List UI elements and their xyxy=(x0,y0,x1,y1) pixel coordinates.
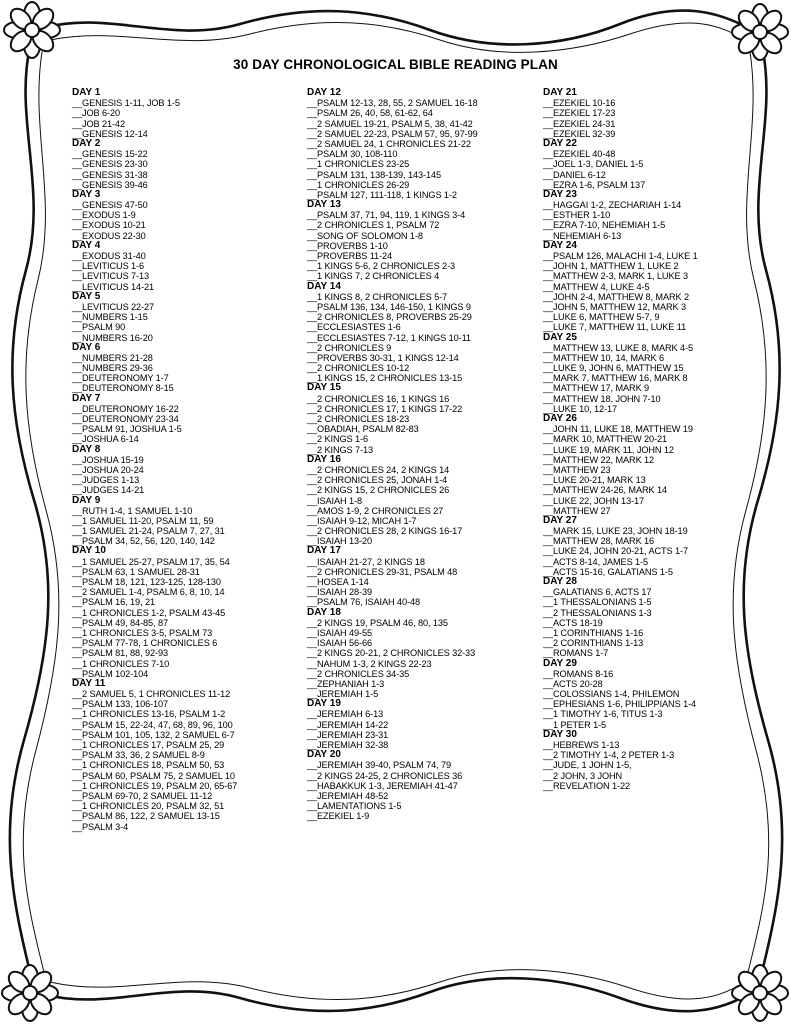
day-heading: DAY 30 xyxy=(543,728,577,740)
flower-top-left xyxy=(4,2,60,58)
reading-item: __2 KINGS 15, 2 CHRONICLES 26 xyxy=(307,485,450,496)
reading-item: __JOHN 5, MATTHEW 12, MARK 3 xyxy=(543,301,687,312)
reading-item: __EZEKIEL 10-16 xyxy=(543,98,616,109)
reading-item: __DANIEL 6-12 xyxy=(543,169,606,180)
reading-item: __EZRA 1-6, PSALM 137 xyxy=(543,179,646,190)
reading-item: __LUKE 22, JOHN 13-17 xyxy=(543,495,645,506)
reading-item: __LEVITICUS 22-27 xyxy=(72,301,155,312)
reading-item: __MARK 15, LUKE 23, JOHN 18-19 xyxy=(543,526,688,537)
reading-item: __2 SAMUEL 24, 1 CHRONICLES 21-22 xyxy=(307,138,471,149)
reading-item: __GALATIANS 6, ACTS 17 xyxy=(543,587,652,598)
reading-item: __DEUTERONOMY 1-7 xyxy=(72,373,169,384)
reading-item: __ISAIAH 56-66 xyxy=(307,638,372,649)
day-heading: DAY 7 xyxy=(72,392,101,404)
reading-item: __JEREMIAH 39-40, PSALM 74, 79 xyxy=(307,760,452,771)
reading-item: __LEVITICUS 14-21 xyxy=(72,281,155,292)
day-heading: DAY 28 xyxy=(543,576,577,587)
reading-item: __NUMBERS 16-20 xyxy=(72,332,153,343)
reading-item: __EZRA 7-10, NEHEMIAH 1-5 xyxy=(543,220,666,231)
reading-item: __ACTS 15-16, GALATIANS 1-5 xyxy=(543,566,673,577)
reading-item: __ROMANS 8-16 xyxy=(543,668,614,679)
reading-item: __LEVITICUS 1-6 xyxy=(72,261,145,272)
reading-item: __1 CHRONICLES 18, PSALM 50, 53 xyxy=(72,760,225,771)
reading-item: __DEUTERONOMY 23-34 xyxy=(72,414,179,424)
reading-item: __PSALM 102-104 xyxy=(72,668,149,679)
reading-item: __NUMBERS 1-15 xyxy=(72,312,148,323)
reading-item: __MATTHEW 17, MARK 9 xyxy=(543,383,650,394)
reading-item: __1 CHRONICLES 1-2, PSALM 43-45 xyxy=(72,607,226,618)
reading-item: __2 KINGS 1-6 xyxy=(307,434,369,445)
reading-item: __1 CHRONICLES 7-10 xyxy=(72,658,170,669)
reading-item: __2 CHRONICLES 28, 2 KINGS 16-17 xyxy=(307,526,463,537)
reading-item: __GENESIS 12-14 xyxy=(72,128,148,139)
reading-item: __EXODUS 10-21 xyxy=(72,220,146,231)
reading-item: __2 CHRONICLES 16, 1 KINGS 16 xyxy=(307,393,450,404)
reading-item: __2 SAMUEL 22-23, PSALM 57, 95, 97-99 xyxy=(307,128,478,139)
reading-item: __1 CORINTHIANS 1-16 xyxy=(543,627,644,638)
reading-item: __2 CHRONICLES 25, JONAH 1-4 xyxy=(307,475,448,486)
reading-item: __JEREMIAH 23-31 xyxy=(307,729,389,740)
reading-item: __JOSHUA 20-24 xyxy=(72,464,144,475)
day-heading: DAY 25 xyxy=(543,331,577,343)
reading-item: __LEVITICUS 7-13 xyxy=(72,271,150,282)
reading-item: __MATTHEW 24-26, MARK 14 xyxy=(543,485,668,496)
day-heading: DAY 13 xyxy=(307,199,341,211)
reading-item: __LUKE 7, MATTHEW 11, LUKE 11 xyxy=(543,322,687,333)
reading-item: __PSALM 90 xyxy=(72,322,126,333)
reading-item: __JEREMIAH 14-22 xyxy=(307,719,389,730)
reading-item: __GENESIS 39-46 xyxy=(72,179,148,190)
reading-item: __2 CHRONICLES 17, 1 KINGS 17-22 xyxy=(307,403,463,414)
reading-item: __1 KINGS 8, 2 CHRONICLES 5-7 xyxy=(307,291,448,302)
reading-item: __MATTHEW 27 xyxy=(543,505,611,516)
reading-item: __EZEKIEL 32-39 xyxy=(543,128,616,139)
reading-item: __ECCLESIASTES 7-12, 1 KINGS 10-11 xyxy=(307,332,471,343)
day-heading: DAY 4 xyxy=(72,239,101,251)
reading-item: __JOHN 1, MATTHEW 1, LUKE 2 xyxy=(543,261,679,272)
reading-item: __NAHUM 1-3, 2 KINGS 22-23 xyxy=(307,658,432,669)
reading-item: __ACTS 18-19 xyxy=(543,617,603,628)
reading-item: __PROVERBS 30-31, 1 KINGS 12-14 xyxy=(307,352,459,363)
reading-item: __HEBREWS 1-13 xyxy=(543,740,620,750)
reading-item: __1 SAMUEL 11-20, PSALM 11, 59 xyxy=(72,515,214,526)
reading-item: __REVELATION 1-22 xyxy=(543,780,630,791)
reading-item: __MARK 7, MATTHEW 16, MARK 8 xyxy=(543,373,688,384)
reading-item: __2 KINGS 20-21, 2 CHRONICLES 32-33 xyxy=(307,648,476,659)
reading-item: __1 SAMUEL 21-24, PSALM 7, 27, 31 xyxy=(72,526,225,537)
reading-item: __ISAIAH 49-55 xyxy=(307,627,372,638)
reading-column-2 xyxy=(307,88,539,822)
reading-item: __2 THESSALONIANS 1-3 xyxy=(543,607,652,618)
day-heading: DAY 11 xyxy=(72,677,106,689)
reading-item: __JEREMIAH 1-5 xyxy=(307,689,379,700)
flower-bottom-left xyxy=(2,965,58,1021)
reading-item: __ISAIAH 1-8 xyxy=(307,495,362,506)
flower-bottom-right xyxy=(732,965,788,1021)
day-heading: DAY 1 xyxy=(72,87,101,98)
reading-item: __JOB 6-20 xyxy=(72,108,121,119)
reading-item: __1 CHRONICLES 26-29 xyxy=(307,179,410,190)
day-heading: DAY 5 xyxy=(72,290,101,302)
day-heading: DAY 21 xyxy=(543,87,577,98)
reading-item: __JOSHUA 15-19 xyxy=(72,454,144,465)
reading-item: __1 KINGS 5-6, 2 CHRONICLES 2-3 xyxy=(307,261,456,272)
reading-item: __PSALM 33, 36, 2 SAMUEL 8-9 xyxy=(72,750,205,761)
reading-item: __1 CHRONICLES 3-5, PSALM 73 xyxy=(72,627,213,638)
reading-item: __2 SAMUEL 1-4, PSALM 6, 8, 10, 14 xyxy=(72,587,225,598)
day-heading: DAY 12 xyxy=(307,87,341,98)
reading-item: __EXODUS 1-9 xyxy=(72,210,136,221)
reading-item: __1 CHRONICLES 17, PSALM 25, 29 xyxy=(72,740,225,750)
reading-item: __2 CHRONICLES 9 xyxy=(307,342,392,353)
reading-item: __PSALM 86, 122, 2 SAMUEL 13-15 xyxy=(72,811,220,822)
bottom-vine xyxy=(42,978,752,1011)
reading-item: __2 CHRONICLES 29-31, PSALM 48 xyxy=(307,566,458,577)
reading-item: __NUMBERS 29-36 xyxy=(72,363,153,374)
reading-column-3 xyxy=(543,88,775,791)
reading-item: __HAGGAI 1-2, ZECHARIAH 1-14 xyxy=(543,200,682,211)
reading-item: __PSALM 76, ISAIAH 40-48 xyxy=(307,597,421,608)
reading-item: __COLOSSIANS 1-4, PHILEMON xyxy=(543,689,680,700)
reading-item: __HOSEA 1-14 xyxy=(307,577,369,587)
day-heading: DAY 20 xyxy=(307,749,341,761)
reading-item: __1 KINGS 7, 2 CHRONICLES 4 xyxy=(307,271,440,282)
reading-item: __JUDE, 1 JOHN 1-5, xyxy=(543,760,632,771)
reading-item: __PSALM 131, 138-139, 143-145 xyxy=(307,169,441,180)
reading-item: __ACTS 20-28 xyxy=(543,678,603,689)
day-heading: DAY 2 xyxy=(72,137,101,149)
reading-item: __2 CHRONICLES 34-35 xyxy=(307,668,410,679)
reading-item: __PSALM 18, 121, 123-125, 128-130 xyxy=(72,577,221,587)
reading-item: __EXODUS 31-40 xyxy=(72,251,146,261)
reading-item: __ECCLESIASTES 1-6 xyxy=(307,322,401,333)
reading-item: __2 KINGS 7-13 xyxy=(307,444,374,455)
reading-item: __ESTHER 1-10 xyxy=(543,210,611,221)
reading-item: __2 SAMUEL 5, 1 CHRONICLES 11-12 xyxy=(72,689,231,700)
day-heading: DAY 24 xyxy=(543,239,577,251)
reading-item: __EZEKIEL 17-23 xyxy=(543,108,616,119)
reading-item: __JOSHUA 6-14 xyxy=(72,434,139,445)
reading-item: __MATTHEW 23 xyxy=(543,464,611,475)
reading-item: __1 CHRONICLES 19, PSALM 20, 65-67 xyxy=(72,780,238,791)
day-heading: DAY 6 xyxy=(72,341,101,353)
reading-item: __GENESIS 47-50 xyxy=(72,200,148,211)
reading-item: __2 JOHN, 3 JOHN xyxy=(543,770,623,781)
reading-item: __PSALM 3-4 xyxy=(72,821,129,832)
reading-item: __PSALM 127, 111-118, 1 KINGS 1-2 xyxy=(307,189,457,200)
reading-item: __PSALM 34, 52, 56, 120, 140, 142 xyxy=(72,536,215,547)
day-heading: DAY 26 xyxy=(543,413,577,424)
reading-column-1 xyxy=(72,88,304,832)
reading-item: __1 TIMOTHY 1-6, TITUS 1-3 xyxy=(543,709,663,720)
reading-item: __PSALM 12-13, 28, 55, 2 SAMUEL 16-18 xyxy=(307,98,478,109)
reading-item: __ZEPHANIAH 1-3 xyxy=(307,678,385,689)
reading-item: __PSALM 126, MALACHI 1-4, LUKE 1 xyxy=(543,251,698,261)
reading-item: __1 PETER 1-5 xyxy=(543,719,607,730)
day-heading: DAY 9 xyxy=(72,494,101,506)
reading-item: __NEHEMIAH 6-13 xyxy=(543,230,622,241)
reading-item: __MATTHEW 18, JOHN 7-10 xyxy=(543,393,661,404)
reading-item: __PSALM 37, 71, 94, 119, 1 KINGS 3-4 xyxy=(307,210,466,221)
reading-item: __MATTHEW 4, LUKE 4-5 xyxy=(543,281,650,292)
reading-item: __LUKE 6, MATTHEW 5-7, 9 xyxy=(543,312,660,323)
reading-item: __ISAIAH 28-39 xyxy=(307,587,372,598)
reading-item: __2 CHRONICLES 18-23 xyxy=(307,414,410,424)
reading-item: __PSALM 26, 40, 58, 61-62, 64 xyxy=(307,108,433,119)
reading-item: __PSALM 81, 88, 92-93 xyxy=(72,648,168,659)
reading-item: __2 CORINTHIANS 1-13 xyxy=(543,638,644,649)
reading-item: __LUKE 24, JOHN 20-21, ACTS 1-7 xyxy=(543,546,688,557)
reading-item: __1 THESSALONIANS 1-5 xyxy=(543,597,652,608)
reading-item: __LUKE 19, MARK 11, JOHN 12 xyxy=(543,444,674,455)
reading-item: __RUTH 1-4, 1 SAMUEL 1-10 xyxy=(72,505,193,516)
reading-item: __JEREMIAH 32-38 xyxy=(307,740,389,750)
reading-item: __1 KINGS 15, 2 CHRONICLES 13-15 xyxy=(307,373,463,384)
reading-item: __2 CHRONICLES 8, PROVERBS 25-29 xyxy=(307,312,472,323)
reading-item: __MATTHEW 28, MARK 16 xyxy=(543,536,655,547)
top-vine xyxy=(42,11,752,45)
reading-item: __LUKE 9, JOHN 6, MATTHEW 15 xyxy=(543,363,684,374)
reading-item: __PSALM 30, 108-110 xyxy=(307,149,398,160)
flower-top-right xyxy=(732,4,788,60)
reading-item: __2 TIMOTHY 1-4, 2 PETER 1-3 xyxy=(543,750,675,761)
reading-item: __2 KINGS 19, PSALM 46, 80, 135 xyxy=(307,617,448,628)
reading-item: __NUMBERS 21-28 xyxy=(72,352,153,363)
day-heading: DAY 10 xyxy=(72,545,106,557)
reading-item: __GENESIS 31-38 xyxy=(72,169,148,180)
reading-item: __PSALM 91, JOSHUA 1-5 xyxy=(72,424,182,435)
reading-item: __LAMENTATIONS 1-5 xyxy=(307,801,402,812)
day-heading: DAY 19 xyxy=(307,698,341,710)
reading-item: __1 CHRONICLES 20, PSALM 32, 51 xyxy=(72,801,225,812)
reading-item: __2 CHRONICLES 10-12 xyxy=(307,363,410,374)
reading-item: __2 KINGS 24-25, 2 CHRONICLES 36 xyxy=(307,770,463,781)
reading-item: __2 CHRONICLES 24, 2 KINGS 14 xyxy=(307,464,450,475)
reading-item: __PSALM 16, 19, 21 xyxy=(72,597,155,608)
reading-item: __1 SAMUEL 25-27, PSALM 17, 35, 54 xyxy=(72,556,230,567)
reading-item: __SONG OF SOLOMON 1-8 xyxy=(307,230,423,241)
reading-item: __GENESIS 1-11, JOB 1-5 xyxy=(72,98,180,109)
reading-item: __PSALM 101, 105, 132, 2 SAMUEL 6-7 xyxy=(72,729,235,740)
reading-item: __PSALM 60, PSALM 75, 2 SAMUEL 10 xyxy=(72,770,235,781)
reading-item: __JUDGES 1-13 xyxy=(72,475,140,486)
page-title: 30 DAY CHRONOLOGICAL BIBLE READING PLAN xyxy=(233,57,558,72)
day-heading: DAY 3 xyxy=(72,188,101,200)
reading-item: __JOEL 1-3, DANIEL 1-5 xyxy=(543,159,644,170)
reading-item: __OBADIAH, PSALM 82-83 xyxy=(307,424,419,435)
reading-item: __JOB 21-42 xyxy=(72,118,126,129)
reading-item: __2 SAMUEL 19-21, PSALM 5, 38, 41-42 xyxy=(307,118,473,129)
reading-item: __PSALM 49, 84-85, 87 xyxy=(72,617,168,628)
reading-item: __DEUTERONOMY 8-15 xyxy=(72,383,174,394)
reading-item: __PSALM 136, 134, 146-150, 1 KINGS 9 xyxy=(307,301,471,312)
reading-item: __AMOS 1-9, 2 CHRONICLES 27 xyxy=(307,505,444,516)
reading-item: __MATTHEW 10, 14, MARK 6 xyxy=(543,352,664,363)
reading-item: __GENESIS 15-22 xyxy=(72,149,148,160)
day-heading: DAY 16 xyxy=(307,453,341,465)
reading-item: __EPHESIANS 1-6, PHILIPPIANS 1-4 xyxy=(543,699,697,710)
reading-item: __EZEKIEL 24-31 xyxy=(543,118,616,129)
reading-item: __DEUTERONOMY 16-22 xyxy=(72,403,179,414)
reading-item: __ISAIAH 9-12, MICAH 1-7 xyxy=(307,515,417,526)
reading-item: __MARK 10, MATTHEW 20-21 xyxy=(543,434,668,445)
reading-item: __JOHN 2-4, MATTHEW 8, MARK 2 xyxy=(543,291,689,302)
day-heading: DAY 18 xyxy=(307,606,341,618)
reading-item: __JEREMIAH 48-52 xyxy=(307,790,389,801)
reading-item: __ISAIAH 13-20 xyxy=(307,536,372,547)
reading-item: __1 CHRONICLES 13-16, PSALM 1-2 xyxy=(72,709,226,720)
reading-item: __LUKE 20-21, MARK 13 xyxy=(543,475,646,486)
reading-item: __EXODUS 22-30 xyxy=(72,230,146,241)
reading-item: __1 CHRONICLES 23-25 xyxy=(307,159,410,170)
reading-item: __PROVERBS 1-10 xyxy=(307,240,388,251)
reading-item: __PSALM 77-78, 1 CHRONICLES 6 xyxy=(72,638,218,649)
day-heading: DAY 22 xyxy=(543,137,577,149)
reading-item: __HABAKKUK 1-3, JEREMIAH 41-47 xyxy=(307,780,458,791)
day-heading: DAY 17 xyxy=(307,545,341,557)
reading-item: __MATTHEW 2-3, MARK 1, LUKE 3 xyxy=(543,271,688,282)
reading-item: __EZEKIEL 1-9 xyxy=(307,811,370,822)
reading-item: __PSALM 15, 22-24, 47, 68, 89, 96, 100 xyxy=(72,719,233,730)
reading-item: __JEREMIAH 6-13 xyxy=(307,709,384,720)
reading-item: __PSALM 63, 1 SAMUEL 28-31 xyxy=(72,566,200,577)
reading-item: __ISAIAH 21-27, 2 KINGS 18 xyxy=(307,556,425,567)
reading-item: __JOHN 11, LUKE 18, MATTHEW 19 xyxy=(543,424,693,435)
reading-item: __MATTHEW 13, LUKE 8, MARK 4-5 xyxy=(543,342,693,353)
reading-item: __JUDGES 14-21 xyxy=(72,485,145,496)
day-heading: DAY 15 xyxy=(307,382,341,394)
reading-item: __ROMANS 1-7 xyxy=(543,648,609,659)
reading-item: __PSALM 133, 106-107 xyxy=(72,699,169,710)
reading-item: __LUKE 10, 12-17 xyxy=(543,403,617,414)
day-heading: DAY 23 xyxy=(543,188,577,200)
day-heading: DAY 8 xyxy=(72,443,101,455)
reading-item: __PSALM 69-70, 2 SAMUEL 11-12 xyxy=(72,790,213,801)
reading-item: __MATTHEW 22, MARK 12 xyxy=(543,454,655,465)
reading-item: __2 CHRONICLES 1, PSALM 72 xyxy=(307,220,440,231)
reading-item: __GENESIS 23-30 xyxy=(72,159,148,170)
reading-item: __PROVERBS 11-24 xyxy=(307,251,393,261)
day-heading: DAY 14 xyxy=(307,280,341,292)
day-heading: DAY 27 xyxy=(543,514,577,526)
day-heading: DAY 29 xyxy=(543,657,577,669)
left-vine xyxy=(10,46,49,980)
reading-item: __EZEKIEL 40-48 xyxy=(543,149,616,160)
reading-item: __ACTS 8-14, JAMES 1-5 xyxy=(543,556,649,567)
